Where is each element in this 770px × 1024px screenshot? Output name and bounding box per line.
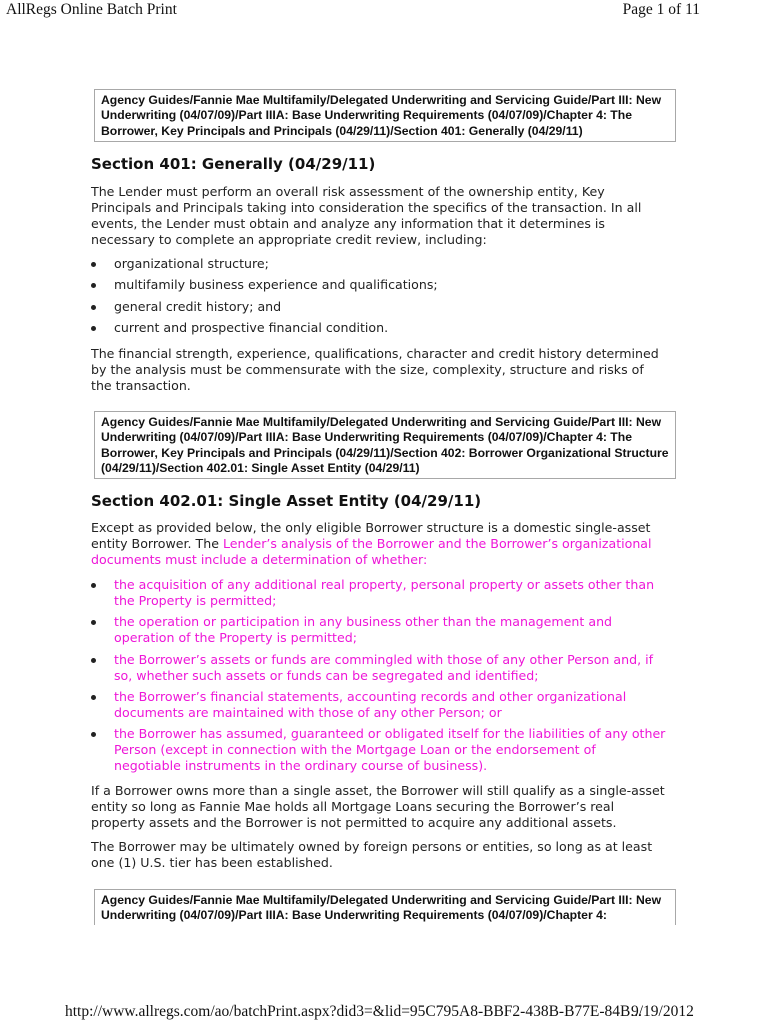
list-item-text: the Borrower has assumed, guaranteed or obligated itself for the liabilities of any other Person (except in connection with the Mortgage Loan or the endorsement of negotiable instruments in the ordinary course of business). xyxy=(114,726,666,774)
bullet-icon xyxy=(91,695,96,700)
page-number: Page 1 of 11 xyxy=(622,1,700,18)
print-header-title: AllRegs Online Batch Print xyxy=(6,1,177,18)
list-item xyxy=(91,320,666,336)
section-401-bullet-list xyxy=(91,256,666,336)
list-item-text: multifamily business experience and qualifications; xyxy=(114,277,438,293)
list-item-text: the Borrower’s assets or funds are commingled with those of any other Person and, if so, whether such assets or funds can be segregated and identified; xyxy=(114,651,654,683)
bullet-icon xyxy=(91,283,96,288)
list-item xyxy=(91,726,666,774)
bullet-icon xyxy=(91,620,96,625)
section-401-intro: The Lender must perform an overall risk assessment of the ownership entity, Key Principals and Principals taking into consideration the specifics of the transaction. In all events, the Lender must obtain and analyze any information that it determines is necessary to complete an appropriate credit review, including: xyxy=(91,184,642,247)
bullet-icon xyxy=(91,732,96,737)
list-item xyxy=(91,652,666,684)
intro-highlighted-text: Lender’s analysis of the Borrower and the Borrower’s organizational documents must include a determination of whether: xyxy=(91,536,652,567)
list-item xyxy=(91,299,666,315)
list-item-text: organizational structure; xyxy=(114,256,269,271)
breadcrumb-section-402-01: Agency Guides/Fannie Mae Multifamily/Delegated Underwriting and Servicing Guide/Part III: New Underwriting (04/07/09)/Part IIIA: Base Underwriting Requirements (04/07/09)/Chapter 4: The Borrower, Key Principals and Principals (04/29/11)/Section 402: Borrower Organizational Structure (04/29/11)/Section 402.01: Single Asset Entity (04/29/11) xyxy=(94,411,676,479)
list-item xyxy=(91,277,666,293)
section-402-01-title: Section 402.01: Single Asset Entity (04/29/11) xyxy=(91,492,482,510)
bullet-icon xyxy=(91,658,96,663)
section-402-01-intro xyxy=(91,520,666,568)
section-401-title: Section 401: Generally (04/29/11) xyxy=(91,155,376,173)
section-402-01-paragraph-2: If a Borrower owns more than a single asset, the Borrower will still qualify as a single-asset entity so long as Fannie Mae holds all Mortgage Loans securing the Borrower’s real property assets and the Borrower is not permitted to acquire any additional assets. xyxy=(91,783,665,830)
section-402-01-paragraph-3: The Borrower may be ultimately owned by foreign persons or entities, so long as at least one (1) U.S. tier has been established. xyxy=(91,839,653,870)
intro-text: Except as provided below, the only eligible Borrower structure is a domestic single-asset entity Borrower. The xyxy=(91,520,651,551)
list-item-text: the Borrower’s financial statements, accounting records and other organizational documents are maintained with those of any other Person; or xyxy=(114,688,627,720)
section-402-01-bullet-list xyxy=(91,577,666,774)
list-item-text: general credit history; and xyxy=(114,298,282,314)
list-item-text: the operation or participation in any business other than the management and operation of the Property is permitted; xyxy=(114,614,613,646)
list-item xyxy=(91,689,666,721)
list-item xyxy=(91,614,666,646)
bullet-icon xyxy=(91,305,96,310)
footer-date: 9/19/2012 xyxy=(631,1003,694,1020)
bullet-icon xyxy=(91,262,96,267)
list-item xyxy=(91,577,666,609)
footer-url: http://www.allregs.com/ao/batchPrint.aspx?did3=&lid=95C795A8-BBF2-438B-B77E-84B... xyxy=(65,1003,643,1020)
breadcrumb-section-401: Agency Guides/Fannie Mae Multifamily/Delegated Underwriting and Servicing Guide/Part III: New Underwriting (04/07/09)/Part IIIA: Base Underwriting Requirements (04/07/09)/Chapter 4: The Borrower, Key Principals and Principals (04/29/11)/Section 401: Generally (04/29/11) xyxy=(94,89,676,142)
list-item-text: current and prospective financial condition. xyxy=(114,319,389,335)
breadcrumb-next-section: Agency Guides/Fannie Mae Multifamily/Delegated Underwriting and Servicing Guide/Part III: New Underwriting (04/07/09)/Part IIIA: Base Underwriting Requirements (04/07/09)/Chapter 4: xyxy=(94,889,676,925)
list-item xyxy=(91,256,666,272)
bullet-icon xyxy=(91,583,96,588)
list-item-text: the acquisition of any additional real property, personal property or assets other than the Property is permitted; xyxy=(114,577,655,608)
bullet-icon xyxy=(91,326,96,331)
section-401-closing: The financial strength, experience, qualifications, character and credit history determined by the analysis must be commensurate with the size, complexity, structure and risks of the transaction. xyxy=(91,346,659,393)
